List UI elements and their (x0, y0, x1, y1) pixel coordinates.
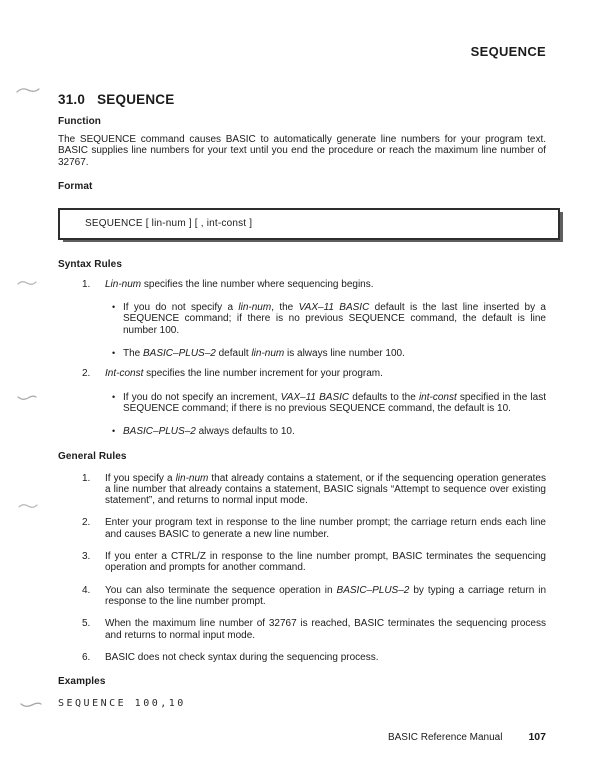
rule-text: Lin-num specifies the line number where sequencing begins. (105, 278, 374, 290)
rule-number: 2. (82, 368, 91, 380)
format-syntax-box (58, 208, 560, 240)
footer-manual-title: BASIC Reference Manual (387, 732, 503, 743)
pencil-mark (16, 86, 40, 95)
pencil-mark (20, 700, 42, 710)
rule-number: 4. (82, 584, 91, 596)
rule-number: 2. (82, 517, 91, 529)
bullet-icon: • (112, 391, 116, 402)
page-footer (388, 731, 546, 743)
general-rule-item (58, 551, 546, 574)
bullet-text: The BASIC–PLUS–2 default lin-num is always line number 100. (123, 348, 405, 360)
rule-text: You can also terminate the sequence operation in BASIC–PLUS–2 by typing a carriage return in response to the line number prompt. (105, 584, 547, 607)
bullet-text: BASIC–PLUS–2 always defaults to 10. (123, 426, 295, 438)
bullet-icon: • (112, 348, 116, 359)
format-heading: Format (58, 180, 93, 192)
general-rule-item (58, 652, 546, 663)
bullet-icon: • (112, 426, 116, 437)
format-syntax: SEQUENCE [ lin-num ] [ , int-const ] (85, 218, 253, 230)
bullet-icon: • (112, 302, 116, 313)
rule-number: 3. (82, 551, 91, 563)
rule-number: 6. (82, 651, 91, 663)
section-title (58, 92, 546, 107)
section-name: SEQUENCE (97, 92, 175, 107)
example-code: SEQUENCE 100,10 (58, 698, 186, 710)
rule-text: Enter your program text in response to the line number prompt; the carriage return ends each line and causes BASIC to generate a new line number. (105, 517, 546, 540)
general-rule-item (58, 517, 546, 540)
syntax-rules-heading: Syntax Rules (58, 258, 123, 270)
bullet-text: If you do not specify an increment, VAX–11 BASIC defaults to the int-const specified in the last SEQUENCE command; if there is no previous SEQUENCE command, the default is 10. (123, 391, 546, 414)
rule-text: If you specify a lin-num that already contains a statement, or if the sequencing operation generates a line number that already contains a statement, BASIC signals “Attempt to sequence over existing statement”, and returns to normal input mode. (105, 472, 546, 507)
pencil-mark (18, 502, 38, 511)
general-rules-heading: General Rules (58, 450, 127, 462)
rule-text: When the maximum line number of 32767 is reached, BASIC terminates the sequencing process and returns to normal input mode. (105, 618, 546, 641)
syntax-rule-bullet (112, 302, 546, 336)
syntax-rule-item (58, 279, 546, 290)
footer-page-number: 107 (528, 731, 546, 743)
running-header: SEQUENCE (470, 44, 546, 59)
rule-number: 1. (82, 278, 91, 290)
syntax-rule-bullet (112, 348, 546, 359)
pencil-mark (17, 279, 37, 288)
function-body: The SEQUENCE command causes BASIC to automatically generate line numbers for your program text. BASIC supplies line numbers for your text until you end the procedure or reach the maximum line number of 32767. (58, 134, 546, 168)
examples-heading: Examples (58, 676, 106, 688)
general-rule-item (58, 618, 546, 641)
section-number: 31.0 (58, 92, 86, 107)
rule-text: If you enter a CTRL/Z in response to the line number prompt, BASIC terminates the sequencing operation and prompts for another command. (105, 551, 546, 574)
page-content (58, 0, 546, 709)
syntax-rule-bullet (112, 426, 546, 437)
function-heading: Function (58, 116, 102, 127)
pencil-mark (17, 393, 37, 403)
rule-text: BASIC does not check syntax during the sequencing process. (105, 651, 379, 663)
syntax-rule-item (58, 368, 546, 379)
general-rule-item (58, 585, 546, 608)
bullet-text: If you do not specify a lin-num, the VAX–11 BASIC default is the last line inserted by a SEQUENCE command; if there is no previous SEQUENCE command, the default is line number 100. (123, 302, 546, 336)
rule-number: 1. (82, 472, 91, 484)
rule-text: Int-const specifies the line number increment for your program. (105, 368, 383, 380)
rule-number: 5. (82, 618, 91, 630)
syntax-rule-bullet (112, 392, 546, 415)
general-rule-item (58, 473, 546, 507)
